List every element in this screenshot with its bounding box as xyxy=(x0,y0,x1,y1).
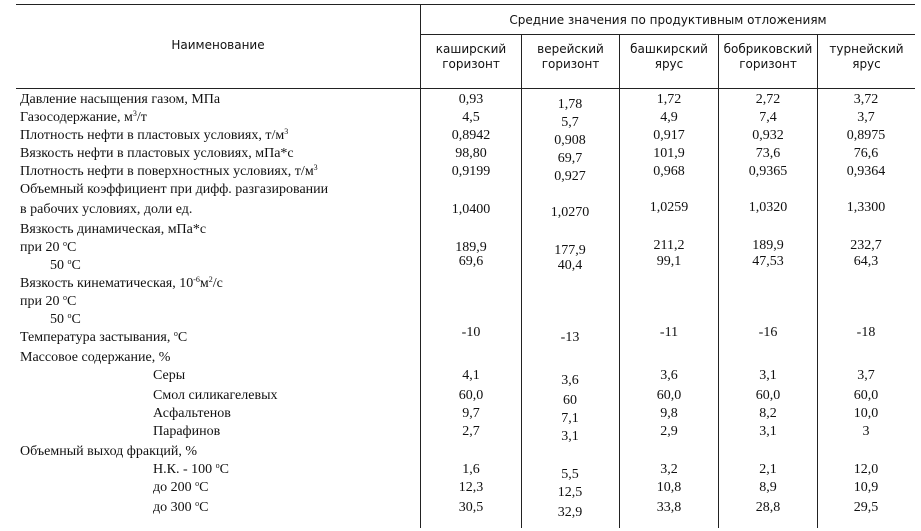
value-cell: 60,0 xyxy=(458,388,484,403)
value-cell: 0,908 xyxy=(554,133,586,148)
col-header-line1: бобриковский xyxy=(723,42,813,56)
row-label-text: Н.К. - 100 xyxy=(153,462,216,477)
superscript: о xyxy=(62,239,67,248)
value-cell: 60,0 xyxy=(656,388,682,403)
value-cell: 12,0 xyxy=(853,462,879,477)
row-label-text: Плотность нефти в пластовых условиях, т/м xyxy=(20,128,285,143)
col-header-bashkir xyxy=(620,42,718,72)
value-cell: 98,80 xyxy=(455,146,487,161)
value-cell: 3 xyxy=(862,424,870,439)
value-cell: 30,5 xyxy=(458,500,484,515)
value-cell: 1,0400 xyxy=(451,202,491,217)
value-cell: 7,1 xyxy=(561,411,579,426)
value-cell: 0,927 xyxy=(554,169,586,184)
row-label xyxy=(20,92,220,108)
superscript: 3 xyxy=(284,127,289,136)
row-label xyxy=(20,222,206,238)
col-header-line2: горизонт xyxy=(739,57,797,71)
value-cell: 60,0 xyxy=(755,388,781,403)
value-cell: 0,968 xyxy=(653,164,685,179)
row-label xyxy=(153,406,231,422)
properties-table xyxy=(16,4,915,528)
value-cell: 0,9365 xyxy=(748,164,788,179)
col-header-line1: турнейский xyxy=(829,42,904,56)
value-cell: -13 xyxy=(560,330,580,345)
row-label xyxy=(20,240,76,256)
row-label-text: Вязкость динамическая, мПа*с xyxy=(20,222,207,237)
row-label-tail: С xyxy=(177,330,188,345)
row-label-text: Газосодержание, м xyxy=(20,110,133,125)
value-cell: -10 xyxy=(461,325,481,340)
column-divider xyxy=(718,34,719,528)
row-label-tail: /т xyxy=(136,110,147,125)
row-label xyxy=(50,258,81,274)
superscript: о xyxy=(195,499,200,508)
value-cell: 9,8 xyxy=(660,406,678,421)
row-label-text: при 20 xyxy=(20,294,63,309)
row-label xyxy=(20,444,197,460)
value-cell: 1,78 xyxy=(557,97,583,112)
value-cell: 3,1 xyxy=(759,424,777,439)
row-label xyxy=(20,164,318,180)
value-cell: 0,9199 xyxy=(451,164,491,179)
row-label-text: Объемный выход фракций, % xyxy=(20,444,198,459)
row-label-text: до 300 xyxy=(153,500,196,515)
value-cell: 7,4 xyxy=(759,110,777,125)
row-label-tail: С xyxy=(199,500,209,515)
row-label-text: при 20 xyxy=(20,240,63,255)
group-header-divider xyxy=(420,34,915,35)
row-label xyxy=(20,202,192,218)
col-header-line1: башкирский xyxy=(630,42,708,56)
value-cell: 0,9364 xyxy=(846,164,886,179)
row-label-text: 50 xyxy=(50,312,68,327)
col-header-line2: горизонт xyxy=(541,57,600,71)
column-divider xyxy=(817,34,818,528)
value-cell: 5,5 xyxy=(561,467,579,482)
row-label xyxy=(50,312,81,328)
value-cell: 60,0 xyxy=(853,388,879,403)
value-cell: 189,9 xyxy=(455,240,487,255)
superscript: о xyxy=(67,311,72,320)
name-column-header: Наименование xyxy=(171,38,265,52)
row-label-text: Плотность нефти в поверхностных условиях, т/м xyxy=(20,164,314,179)
row-label xyxy=(20,182,328,198)
value-cell: 232,7 xyxy=(850,238,882,253)
value-cell: 3,6 xyxy=(561,373,579,388)
row-label xyxy=(153,368,185,384)
value-cell: 3,1 xyxy=(759,368,777,383)
value-cell: 1,0259 xyxy=(649,200,689,215)
row-label-text: Вязкость нефти в пластовых условиях, мПа*с xyxy=(20,146,294,161)
value-cell: -16 xyxy=(758,325,778,340)
row-label-text: Температура застывания, xyxy=(20,330,174,345)
value-cell: 1,0270 xyxy=(550,205,590,220)
row-label xyxy=(20,128,288,144)
value-cell: 5,7 xyxy=(561,115,579,130)
value-cell: 2,7 xyxy=(462,424,480,439)
value-cell: 69,6 xyxy=(458,254,484,269)
value-cell: 4,5 xyxy=(462,110,480,125)
row-label xyxy=(153,462,229,478)
superscript: о xyxy=(195,479,200,488)
header-bottom-border xyxy=(16,88,915,89)
value-cell: 32,9 xyxy=(557,505,583,520)
col-header-bobrikov xyxy=(719,42,817,72)
value-cell: 33,8 xyxy=(656,500,682,515)
row-label-tail: м xyxy=(199,276,209,291)
row-label-text: 50 xyxy=(50,258,68,273)
value-cell: 73,6 xyxy=(755,146,781,161)
value-cell: 1,3300 xyxy=(846,200,886,215)
value-cell: 64,3 xyxy=(853,254,879,269)
row-label xyxy=(153,424,220,440)
group-header-title: Средние значения по продуктивным отложениям xyxy=(509,13,827,27)
value-cell: 28,8 xyxy=(755,500,781,515)
value-cell: 4,1 xyxy=(462,368,480,383)
col-header-line2: ярус xyxy=(654,57,684,71)
value-cell: 101,9 xyxy=(653,146,685,161)
value-cell: 177,9 xyxy=(554,243,586,258)
row-label xyxy=(20,276,223,292)
value-cell: 3,6 xyxy=(660,368,678,383)
value-cell: 47,53 xyxy=(752,254,784,269)
value-cell: 8,2 xyxy=(759,406,777,421)
value-cell: 189,9 xyxy=(752,238,784,253)
superscript: -6 xyxy=(193,275,200,284)
row-label-tail: С xyxy=(71,312,81,327)
value-cell: 1,6 xyxy=(462,462,480,477)
superscript: 2 xyxy=(208,275,213,284)
row-label-tail: /с xyxy=(212,276,223,291)
row-label xyxy=(20,330,187,346)
value-cell: 99,1 xyxy=(656,254,682,269)
value-cell: 1,0320 xyxy=(748,200,788,215)
value-cell: 3,7 xyxy=(857,368,875,383)
value-cell: -18 xyxy=(856,325,876,340)
row-label-text: Объемный коэффициент при дифф. разгазировании xyxy=(20,182,329,197)
value-cell: 211,2 xyxy=(653,238,685,253)
row-label-text: Серы xyxy=(153,368,186,383)
value-cell: 0,8975 xyxy=(846,128,886,143)
value-cell: 3,1 xyxy=(561,429,579,444)
col-header-line2: ярус xyxy=(852,57,881,71)
value-cell: 3,72 xyxy=(853,92,879,107)
table-top-border xyxy=(16,4,915,5)
col-header-line2: горизонт xyxy=(442,57,500,71)
value-cell: -11 xyxy=(659,325,679,340)
value-cell: 76,6 xyxy=(853,146,879,161)
value-cell: 69,7 xyxy=(557,151,583,166)
value-cell: 12,3 xyxy=(458,480,484,495)
value-cell: 2,1 xyxy=(759,462,777,477)
row-label xyxy=(20,110,147,126)
row-label-text: Парафинов xyxy=(153,424,221,439)
value-cell: 3,7 xyxy=(857,110,875,125)
row-label xyxy=(20,294,76,310)
value-cell: 9,7 xyxy=(462,406,480,421)
row-label-text: до 200 xyxy=(153,480,196,495)
value-cell: 0,917 xyxy=(653,128,685,143)
superscript: о xyxy=(62,293,67,302)
value-cell: 10,9 xyxy=(853,480,879,495)
col-header-tournai xyxy=(818,42,915,72)
row-label-tail: С xyxy=(66,240,77,255)
superscript: о xyxy=(173,329,178,338)
value-cell: 4,9 xyxy=(660,110,678,125)
row-label xyxy=(153,388,277,404)
superscript: о xyxy=(67,257,72,266)
col-header-kashira xyxy=(421,42,521,72)
row-label-text: Давление насыщения газом, МПа xyxy=(20,92,221,107)
superscript: 3 xyxy=(132,109,137,118)
row-label xyxy=(20,146,294,162)
superscript: 3 xyxy=(313,163,318,172)
row-label-tail: С xyxy=(71,258,81,273)
value-cell: 2,72 xyxy=(755,92,781,107)
value-cell: 40,4 xyxy=(557,258,583,273)
row-label xyxy=(153,480,208,496)
row-label-tail: С xyxy=(66,294,77,309)
value-cell: 29,5 xyxy=(853,500,879,515)
col-header-line1: верейский xyxy=(537,42,604,56)
value-cell: 3,2 xyxy=(660,462,678,477)
value-cell: 0,932 xyxy=(752,128,784,143)
value-cell: 8,9 xyxy=(759,480,777,495)
row-label-text: в рабочих условиях, доли ед. xyxy=(20,202,193,217)
row-label-text: Вязкость кинематическая, 10 xyxy=(20,276,194,291)
row-label-text: Асфальтенов xyxy=(153,406,231,421)
row-label-text: Смол силикагелевых xyxy=(153,388,278,403)
row-label-tail: С xyxy=(219,462,229,477)
superscript: о xyxy=(215,461,220,470)
row-label xyxy=(153,500,208,516)
row-label-tail: С xyxy=(199,480,209,495)
value-cell: 60 xyxy=(563,393,577,408)
row-label xyxy=(20,350,170,366)
value-cell: 10,0 xyxy=(853,406,879,421)
value-cell: 0,8942 xyxy=(451,128,491,143)
value-cell: 12,5 xyxy=(557,485,583,500)
col-header-line1: каширский xyxy=(435,42,507,56)
col-header-vereya xyxy=(522,42,619,72)
row-label-text: Массовое содержание, % xyxy=(20,350,171,365)
value-cell: 1,72 xyxy=(656,92,682,107)
value-cell: 0,93 xyxy=(458,92,484,107)
value-cell: 2,9 xyxy=(660,424,678,439)
value-cell: 10,8 xyxy=(656,480,682,495)
